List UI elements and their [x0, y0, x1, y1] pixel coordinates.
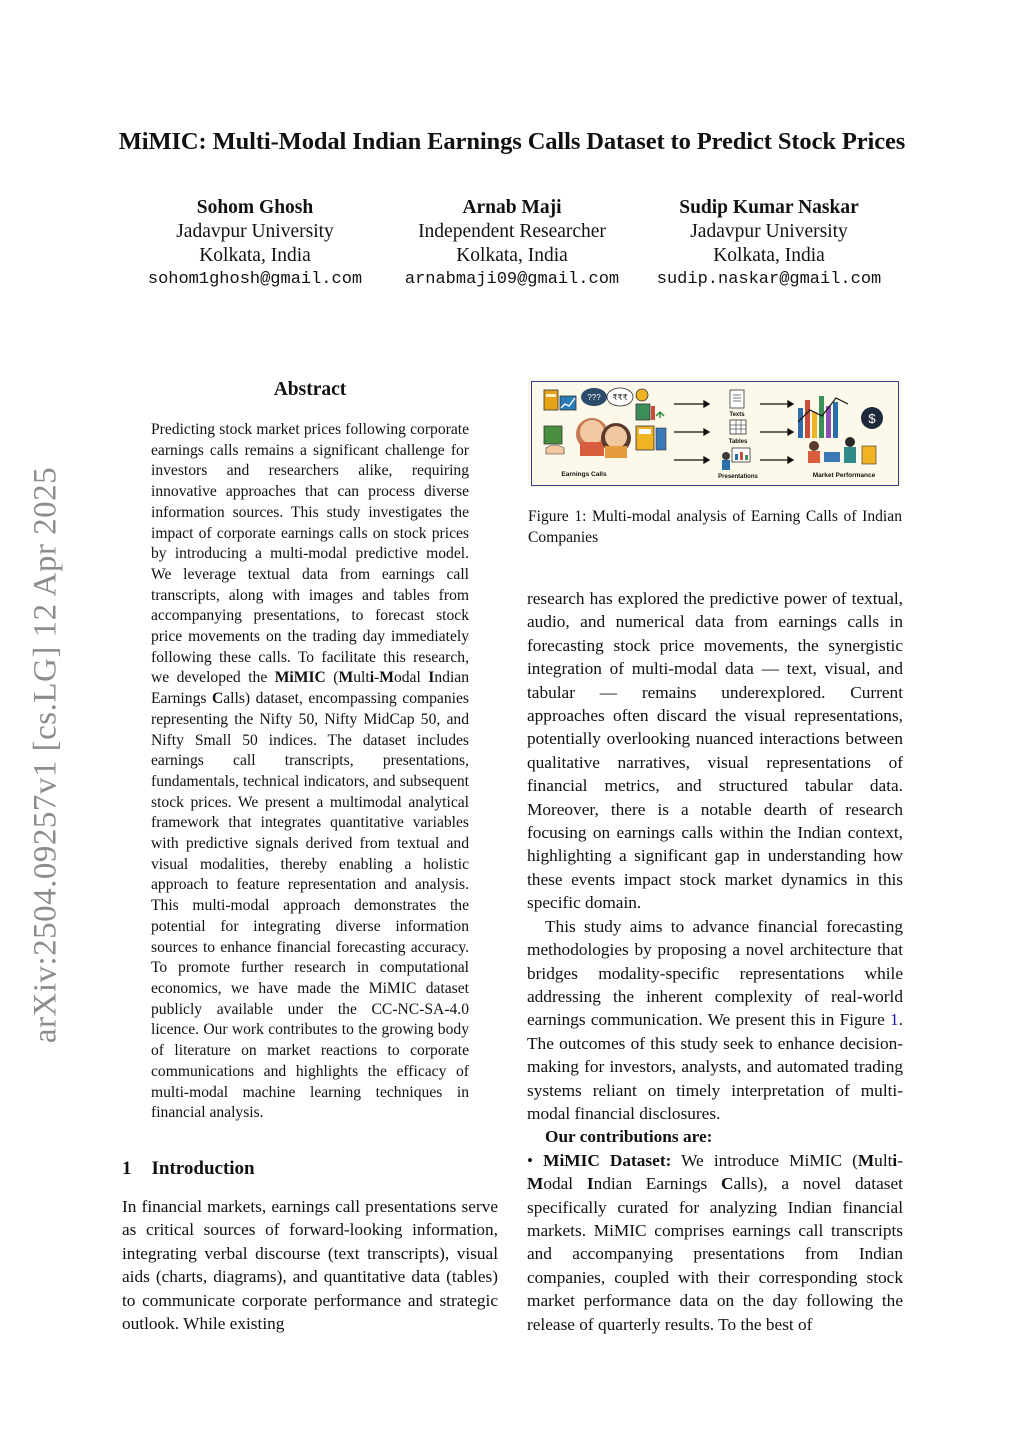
- document-icon: [730, 390, 744, 408]
- speech-bubble-text: ???: [587, 393, 601, 402]
- section-heading-introduction: [122, 1158, 255, 1180]
- intro-para-right-1: research has explored the predictive power of textual, audio, and numerical data from earnings calls in forecasting stock price movements, the synergistic integration of multi-modal data — text, visual, and tabular — remains underexplored. Current approaches often discard the visual representations, potentially overlooking nuanced interactions between qualitative narratives, visual representations of financial metrics, and structured tabular data. Moreover, there is a notable dearth of research focusing on earnings calls within the Indian context, highlighting a significant gap in understanding how these events impact stock market dynamics in this specific domain.: [527, 589, 903, 913]
- figure-1-frame: [531, 381, 899, 486]
- author-affiliation: Jadavpur University: [690, 221, 848, 242]
- author-block-1: [140, 196, 370, 292]
- table-icon: [730, 420, 746, 434]
- svg-text:$: $: [868, 411, 876, 426]
- arrow-icons-left: [674, 401, 709, 463]
- author-name: Arnab Maji: [462, 197, 562, 218]
- intro-paragraph-right: [527, 587, 903, 1336]
- label-texts: Texts: [729, 412, 745, 418]
- bullet-icon: •: [527, 1150, 534, 1170]
- figure-1-illustration: [532, 382, 898, 485]
- market-performance-icon: [798, 396, 883, 464]
- figure-ref-link[interactable]: 1: [890, 1010, 899, 1030]
- author-email: sudip.naskar@gmail.com: [656, 270, 882, 289]
- hand-money-icon: [544, 426, 564, 454]
- arxiv-id-text: arXiv:2504.09257v1 [cs.LG] 12 Apr 2025: [27, 466, 64, 1044]
- author-location: Kolkata, India: [456, 245, 568, 266]
- coin-stack-icon: [636, 389, 655, 420]
- arrow-icons-right: [760, 401, 793, 463]
- author-affiliation: Independent Researcher: [418, 221, 606, 242]
- abstract-body: Predicting stock market prices following corporate earnings calls remains a significant challenge for investors and researchers alike, requiring innovative approaches that can process diverse information sources. This study investigates the impact of corporate earnings calls on stock prices by introducing a multi-modal predictive model. We leverage textual data from earnings call transcripts, along with images and tables from accompanying presentations, to forecast stock price movements on the trading day immediately following these calls. To facilitate this research, we developed the MiMIC (Multi-Modal Indian Earnings Calls) dataset, encompassing companies representing the Nifty 50, Nifty MidCap 50, and Nifty Small 50 indices. The dataset includes earnings call transcripts, presentations, fundamentals, technical indicators, and subsequent stock prices. We present a multimodal analytical framework that integrates quantitative variables with predictive signals derived from textual and visual modalities, thereby enabling a holistic approach to feature representation and analysis. This multi-modal approach demonstrates the potential for integrating diverse information sources to enhance financial forecasting accuracy. To promote further research in computational economics, we have made the MiMIC dataset publicly available under the CC-NC-SA-4.0 licence. Our work contributes to the growing body of literature on market reactions to corporate communications and highlights the efficacy of multi-modal machine learning techniques in financial analysis.: [151, 421, 470, 1122]
- abstract-heading: Abstract: [273, 379, 347, 400]
- contributions-heading: Our contributions are:: [545, 1127, 713, 1147]
- author-location: Kolkata, India: [713, 245, 825, 266]
- mimic-bold: MiMIC: [274, 669, 326, 687]
- author-email: arnabmaji09@gmail.com: [404, 270, 620, 289]
- figure-1-caption: Figure 1: Multi-modal analysis of Earning Calls of Indian Companies: [528, 508, 902, 546]
- label-market-performance: Market Performance: [812, 472, 876, 479]
- label-tables: Tables: [728, 439, 748, 445]
- author-block-3: [654, 196, 884, 292]
- intro-para-right-2: This study aims to advance financial forecasting methodologies by proposing a novel architecture that bridges modality-specific representations while addressing the inherent complexity of real-world earnings communication. We present this in Figure 1. The outcomes of this study seek to enhance decision-making for investors, analysts, and automated trading systems reliant on timely interpretation of multi-modal financial disclosures.: [527, 916, 903, 1123]
- author-name: Sudip Kumar Naskar: [679, 197, 859, 218]
- label-earnings-calls: Earnings Calls: [561, 471, 607, 478]
- contribution-item: • MiMIC Dataset: We introduce MiMIC (Multi-Modal Indian Earnings Calls), a novel dataset specifically curated for analyzing Indian financial markets. MiMIC comprises earnings call transcripts and accompanying presentations from Indian companies, coupled with their corresponding stock market performance data on the day following the release of quarterly results. To the best of: [527, 1150, 903, 1334]
- author-name: Sohom Ghosh: [196, 197, 314, 218]
- arxiv-side-stamp: [28, 450, 64, 1060]
- speech-bubble-icon: [581, 388, 633, 406]
- section-number: 1: [122, 1158, 132, 1179]
- intro-paragraph-left: In financial markets, earnings call presentations serve as critical sources of forward-looking information, integrating verbal discourse (text transcripts), visual aids (charts, diagrams), and quantitative data (tables) to communicate corporate performance and strategic outlook. While existing: [122, 1197, 498, 1334]
- author-affiliation: Jadavpur University: [176, 221, 334, 242]
- presentation-icon: [722, 448, 750, 470]
- speakers-icon: [576, 418, 631, 458]
- figure-1: [528, 378, 902, 488]
- paper-title: MiMIC: Multi-Modal Indian Earnings Calls Dataset to Predict Stock Prices: [118, 128, 906, 155]
- author-location: Kolkata, India: [199, 245, 311, 266]
- section-title: Introduction: [151, 1158, 255, 1179]
- money-icon: [544, 390, 576, 410]
- author-email: sohom1ghosh@gmail.com: [147, 270, 363, 289]
- label-presentations: Presentations: [718, 474, 758, 480]
- author-block-2: [397, 196, 627, 292]
- rupee-bubble-text: ₹₹₹: [612, 393, 628, 402]
